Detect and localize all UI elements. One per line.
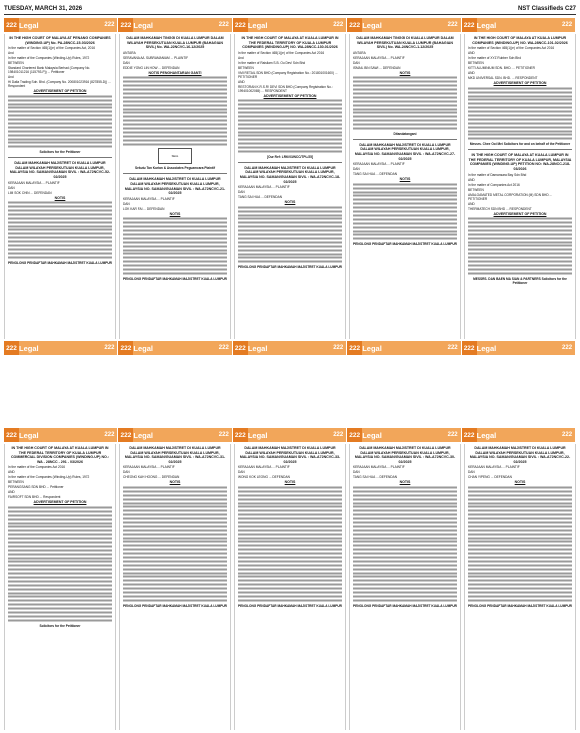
legal-category-tab xyxy=(233,18,347,32)
notice-body-text xyxy=(238,486,342,603)
notice-title: DALAM MAHKAMAH MAJISTRET DI KUALA LUMPUR DALAM WILAYAH PERSEKUTUAN KUALA LUMPUR, MALAYSIA NO. SAMAN/GUAMAN SIVIL : WA-A72NCVC-21-02/2025 xyxy=(124,177,226,196)
notice-body-text xyxy=(8,95,112,149)
notice-party: ANTARA xyxy=(123,50,136,55)
category-label: Legal 222 xyxy=(133,18,231,32)
category-label: Legal 222 xyxy=(19,428,117,442)
notice-heading: NOTIS xyxy=(284,200,296,205)
legal-category-tab xyxy=(4,18,118,32)
notice-party: TANG SAI HUA ... DEFENDAN xyxy=(238,195,283,200)
notice-party: KITTI ALUMINIUM SDN. BHD. ... PETITIONER xyxy=(468,66,535,71)
notice-column xyxy=(234,444,346,730)
legal-notice xyxy=(353,446,457,611)
notice-party: KERAJAAN MALAYSIA ... PLAINTIF xyxy=(468,465,520,470)
category-label: Legal 222 xyxy=(19,341,117,355)
section-band-middle xyxy=(4,341,576,355)
category-number: 222 xyxy=(233,18,248,32)
category-number: 222 xyxy=(4,341,19,355)
notice-signature: Sekutu Tan Kurian & Associates Peguamcara Plaintif xyxy=(134,166,216,171)
category-label: Legal 222 xyxy=(248,428,346,442)
category-number: 222 xyxy=(347,428,362,442)
notice-body-text xyxy=(123,76,227,146)
notice-party: DAN xyxy=(353,470,360,475)
category-label: Legal 222 xyxy=(477,428,575,442)
notice-body-text xyxy=(8,201,112,259)
notice-heading: NOTIS xyxy=(54,195,66,200)
notice-party: In the matter of Section 465(1)(e) of the Companies Act, 2016 xyxy=(8,46,95,51)
legal-category-tab xyxy=(4,428,118,442)
notice-party: PERANGSANG SDN BHD ... Petitioner xyxy=(8,485,64,490)
legal-category-tab xyxy=(4,341,118,355)
legal-category-tab xyxy=(347,428,461,442)
section-band-bottom xyxy=(4,428,576,442)
notice-heading: NOTIS PENGHANTARAN GANTI xyxy=(148,70,202,75)
notice-signature: [Our Ref: LRK/03/NCC/TPL/25] xyxy=(267,154,313,159)
notice-title: DALAM MAHKAMAH TINGGI DI KUALA LUMPUR DALAM WILAYAH PERSEKUTUAN KUALA LUMPUR (BAHAGIAN SIVIL) No. WA-22NCVC-16-12/2025 xyxy=(126,36,224,50)
notice-signature: Solicitors for the Petitioner xyxy=(39,150,81,155)
notice-title: IN THE HIGH COURT OF MALAYA AT PENANG COMPANIES (WINDING-UP) No. PA-28NCC-15-03/2026 xyxy=(9,36,111,45)
notice-heading: ADVERTISEMENT OF PETITION xyxy=(33,89,87,94)
category-number: 222 xyxy=(4,428,19,442)
notice-title: DALAM MAHKAMAH MAJISTRET DI KUALA LUMPUR DALAM WILAYAH PERSEKUTUAN KUALA LUMPUR, MALAYSIA NO. SAMAN/GUAMAN SIVIL : WA-A72NCVC-27-02/2025 xyxy=(354,142,456,161)
notice-party: BETWEEN xyxy=(468,187,484,192)
notice-signature: PENOLONG PENDAFTAR MAHKAMAH MAJISTRET KUALA LUMPUR xyxy=(8,260,112,265)
legal-category-tab xyxy=(118,18,232,32)
notice-party: KERAJAAN MALAYSIA ... PLAINTIF xyxy=(353,55,405,60)
legal-notice xyxy=(123,177,227,283)
legal-notice xyxy=(8,161,112,267)
notice-party: AND xyxy=(8,490,15,495)
notice-column xyxy=(119,444,231,730)
masthead-paper: NST Classifieds C27 xyxy=(517,5,576,12)
notice-party: BETWEEN xyxy=(238,65,254,70)
notice-column xyxy=(349,34,461,339)
notice-title: IN THE HIGH COURT OF MALAYA AT KUALA LUMPUR IN THE FEDERAL TERRITORY OF KUALA LUMPUR, MALAYSIA COMPANIES (WINDING-UP) PETITION NO: WA-28NCC-218-03/2026 xyxy=(468,153,572,172)
notice-body-text xyxy=(353,486,457,603)
category-number: 222 xyxy=(462,428,477,442)
notice-heading: ADVERTISEMENT OF PETITION xyxy=(493,81,547,86)
notice-party: DAN xyxy=(123,470,130,475)
notice-party: RESTORAN K.R.S.R! DEVI SDN BHD (Company Registration No.: 199401002065) ... RESPONDENT xyxy=(238,84,333,93)
notice-party: AND xyxy=(8,470,15,475)
legal-notice xyxy=(238,446,342,611)
category-label: Legal 222 xyxy=(362,428,460,442)
notice-party: KERAJAAN MALAYSIA ... PLAINTIF xyxy=(353,162,405,167)
notice-party: TANG SAI HUA ... DEFENDAN xyxy=(353,172,398,177)
notice-column xyxy=(119,34,231,339)
notice-party: AND xyxy=(468,51,475,56)
notice-party: In the matter of Damansara Bay Sdn Bhd xyxy=(468,172,527,177)
notice-party: In the matter of the Companies (Winding-Up) Rules, 1972 xyxy=(8,56,90,61)
notice-party: In the matter of Section 465(1)(e) of the Companies Act 2016 xyxy=(468,46,555,51)
legal-notice xyxy=(468,153,572,287)
notice-heading: ADVERTISEMENT OF PETITION xyxy=(33,500,87,505)
notice-heading: NOTIS xyxy=(399,70,411,75)
notice-body-text xyxy=(468,87,572,141)
notice-heading: NOTIS xyxy=(169,480,181,485)
notice-party: BETWEEN xyxy=(468,61,484,66)
notice-column xyxy=(349,444,461,730)
category-number: 222 xyxy=(462,18,477,32)
section-band-top xyxy=(4,18,576,32)
notice-party: And xyxy=(8,75,14,80)
notice-body-text xyxy=(468,486,572,603)
notice-title: DALAM MAHKAMAH MAJISTRET DI KUALA LUMPUR DALAM WILAYAH PERSEKUTUAN KUALA LUMPUR, MALAYSIA NO. SAMAN/GUAMAN SIVIL : WA-A72NCVC-52-02/2025 xyxy=(9,161,111,180)
notice-party: AND xyxy=(468,71,475,76)
legal-category-tab xyxy=(233,428,347,442)
notice-party: ANTARA xyxy=(353,50,366,55)
notice-title: DALAM MAHKAMAH MAJISTRET DI KUALA LUMPUR DALAM WILAYAH PERSEKUTUAN KUALA LUMPUR, MALAYSIA NO. SAMAN/GUAMAN SIVIL : WA-A72NCVC-22-02/2025 xyxy=(469,446,571,464)
notice-signature: Ditandatangani xyxy=(393,131,417,136)
notice-party: DAN xyxy=(8,185,15,190)
notice-title: DALAM MAHKAMAH MAJISTRET DI KUALA LUMPUR DALAM WILAYAH PERSEKUTUAN KUALA LUMPUR, MALAYSIA NO. SAMAN/GUAMAN SIVIL : WA-A72NCVC-18-02/2025 xyxy=(239,165,341,184)
notice-party: LIM SOK CHIN ... DEFENDAN xyxy=(8,190,52,195)
notice-row-1 xyxy=(4,34,576,339)
notice-heading: ADVERTISEMENT OF PETITION xyxy=(263,93,317,98)
notice-party: KERAJAAN MALAYSIA ... PLAINTIF xyxy=(123,196,175,201)
category-number: 222 xyxy=(347,18,362,32)
category-number: 222 xyxy=(118,341,133,355)
notice-title: DALAM MAHKAMAH MAJISTRET DI KUALA LUMPUR DALAM WILAYAH PERSEKUTUAN KUALA LUMPUR, MALAYSIA NO. SAMAN/GUAMAN SIVIL : WA-A72NCVC-30-02/2025 xyxy=(354,446,456,464)
notice-signature: Messrs. Chee Ooi Mei Solicitors for and on behalf of the Petitioner xyxy=(469,142,571,147)
category-label: Legal 222 xyxy=(19,18,117,32)
notice-party: AND xyxy=(468,177,475,182)
legal-category-tab xyxy=(347,341,461,355)
notice-party: And xyxy=(8,51,14,56)
notice-body-text xyxy=(123,486,227,603)
category-number: 222 xyxy=(462,341,477,355)
notice-signature: Solicitors for the Petitioner xyxy=(39,623,81,628)
notice-party: BETWEEN xyxy=(8,61,24,66)
notice-party: KERAJAAN MALAYSIA ... PLAINTIF xyxy=(123,465,175,470)
notice-party: FAIRSOFT SDN BHD ... Respondent xyxy=(8,495,61,500)
notice-party: ISMAIL BIN SAWI ... DEFENDAN xyxy=(353,65,401,70)
notice-title: DALAM MAHKAMAH TINGGI DI KUALA LUMPUR DALAM WILAYAH PERSEKUTUAN KUALA LUMPUR (BAHAGIAN SIVIL) No. WA-24NCVC-1-12/2025 xyxy=(356,36,454,50)
notice-party: And xyxy=(238,55,244,60)
legal-notice xyxy=(468,36,572,150)
legal-category-tab xyxy=(233,341,347,355)
notice-party: THERMATECH SDN BHD ... RESPONDENT xyxy=(468,206,532,211)
notice-party: In the matter of XYZ Rubber Sdn Bhd xyxy=(468,56,521,61)
legal-notice xyxy=(238,166,342,272)
category-label: Legal 222 xyxy=(248,18,346,32)
notice-title: IN THE HIGH COURT OF MALAYA AT KUALA LUMPUR IN THE FEDERAL TERRITORY OF KUALA LUMPUR COMPANIES (WINDING-UP) NO. WA-28NCC-130-01/2026 xyxy=(241,36,339,50)
notice-signature: PENOLONG PENDAFTAR MAHKAMAH MAJISTRET KUALA LUMPUR xyxy=(468,603,572,608)
notice-party: DAN xyxy=(123,60,130,65)
legal-notice xyxy=(353,143,457,249)
notice-party: BETWEEN xyxy=(8,480,24,485)
legal-notice xyxy=(123,446,227,611)
notice-party: DAN xyxy=(238,470,245,475)
masthead-date: TUESDAY, MARCH 31, 2026 xyxy=(4,5,83,12)
notice-body-text xyxy=(238,206,342,264)
notice-party: In the matter of Companies Act 2016 xyxy=(468,182,520,187)
firm-stamp-icon: SEAL xyxy=(158,148,192,164)
notice-party: CHEONG KAH HOONG ... DEFENDAN xyxy=(123,475,180,480)
notice-row-3 xyxy=(4,444,576,730)
notice-heading: ADVERTISEMENT OF PETITION xyxy=(493,211,547,216)
notice-party: Hi Dalia Trading Sdn. Bhd. (Company No. 200801023916 (827855-D)) ... Respondent xyxy=(8,80,111,89)
notice-party: In the matter of the Companies Act 2016 xyxy=(8,465,66,470)
notice-body-text xyxy=(123,217,227,275)
notice-column xyxy=(464,34,576,339)
notice-body-text xyxy=(353,76,457,130)
legal-notice xyxy=(353,36,457,140)
notice-party: DAN xyxy=(238,190,245,195)
masthead xyxy=(4,3,576,15)
notice-party: KERAJAAN MALAYSIA ... PLAINTIF xyxy=(238,185,290,190)
notice-party: AND xyxy=(238,79,245,84)
notice-party: KERAJAAN MALAYSIA ... PLAINTIF xyxy=(8,180,60,185)
category-label: Legal 222 xyxy=(362,341,460,355)
notice-party: Standard Chartered Bank Malaysia Berhad (Company No. 198401011216 (115793-P)) ... Petitioner xyxy=(8,66,91,75)
category-number: 222 xyxy=(118,18,133,32)
legal-category-tab xyxy=(118,428,232,442)
notice-signature: MESSRS. DAN BAEN MA SIAN & PARTNERS Solicitors for the Petitioner xyxy=(473,276,567,285)
notice-heading: NOTIS xyxy=(284,480,296,485)
category-label: Legal 222 xyxy=(477,341,575,355)
notice-title: DALAM MAHKAMAH MAJISTRET DI KUALA LUMPUR DALAM WILAYAH PERSEKUTUAN KUALA LUMPUR, MALAYSIA NO. SAMAN/GUAMAN SIVIL : WA-A72NCVC-31-02/2025 xyxy=(124,446,226,464)
category-label: Legal 222 xyxy=(133,341,231,355)
legal-notice xyxy=(8,36,112,158)
notice-signature: PENOLONG PENDAFTAR MAHKAMAH MAJISTRET KUALA LUMPUR xyxy=(353,603,457,608)
notice-party: VMI RETAIL SDN BHD (Company Registration No.: 201801001600) ... PETITIONER xyxy=(238,70,338,79)
legal-category-tab xyxy=(462,18,576,32)
category-label: Legal 222 xyxy=(477,18,575,32)
notice-party: DAN xyxy=(468,470,475,475)
notice-party: SERAVANA A/L SUBRAMANIAM ... PLAINTIF xyxy=(123,55,189,60)
notice-body-text xyxy=(353,183,457,241)
notice-party: WONG KOK LEONG ... DEFENDAN xyxy=(238,475,290,480)
notice-signature: PENOLONG PENDAFTAR MAHKAMAH MAJISTRET KUALA LUMPUR xyxy=(123,276,227,281)
notice-body-text xyxy=(238,99,342,153)
notice-heading: NOTIS xyxy=(169,211,181,216)
notice-title: IN THE HIGH COURT OF MALAYA AT KUALA LUMPUR IN THE FEDERAL TERRITORY OF KUALA LUMPUR COMMERCIAL DIVISION COMPANIES (WINDING-UP) NO.: WA - 28NCC - 291 - 03/2026 xyxy=(10,446,110,464)
notice-party: AND xyxy=(468,201,475,206)
notice-party: DAN xyxy=(353,167,360,172)
notice-party: MKD UNIVERSAL SDN. BHD. ... RESPONDENT xyxy=(468,76,538,81)
notice-party: TANG SAI HUA ... DEFENDAN xyxy=(353,475,398,480)
notice-party: EDDIE YONG LIN HOW ... DEFENDAN xyxy=(123,65,180,70)
notice-body-text xyxy=(8,506,112,623)
notice-heading: NOTIS xyxy=(399,480,411,485)
category-number: 222 xyxy=(233,428,248,442)
legal-category-tab xyxy=(118,341,232,355)
notice-party: In the matter of Raisilam S.B. Ou Dev! Sdn Bhd xyxy=(238,60,306,65)
notice-party: DAN xyxy=(123,201,130,206)
notice-party: CHAN YIPENG ... DEFENDAN xyxy=(468,475,512,480)
notice-title: DALAM MAHKAMAH MAJISTRET DI KUALA LUMPUR DALAM WILAYAH PERSEKUTUAN KUALA LUMPUR, MALAYSIA NO. SAMAN/GUAMAN SIVIL : WA-A72NCVC-33-02/2025 xyxy=(239,446,341,464)
category-number: 222 xyxy=(4,18,19,32)
notice-party: DAN xyxy=(353,60,360,65)
category-label: Legal 222 xyxy=(248,341,346,355)
notice-party: LOK KAR FAI ... DEFENDAN xyxy=(123,206,165,211)
category-label: Legal 222 xyxy=(362,18,460,32)
category-label: Legal 222 xyxy=(133,428,231,442)
notice-column xyxy=(4,444,116,730)
category-number: 222 xyxy=(233,341,248,355)
legal-category-tab xyxy=(462,428,576,442)
legal-notice xyxy=(468,446,572,611)
legal-notice xyxy=(8,446,112,631)
notice-heading: NOTIS xyxy=(514,480,526,485)
notice-column xyxy=(464,444,576,730)
notice-signature: PENOLONG PENDAFTAR MAHKAMAH MAJISTRET KUALA LUMPUR xyxy=(123,603,227,608)
notice-party: In the matter of the Companies (Winding-Up) Rules, 1972 xyxy=(8,475,90,480)
notice-signature: PENOLONG PENDAFTAR MAHKAMAH MAJISTRET KUALA LUMPUR xyxy=(353,242,457,247)
notice-signature: PENOLONG PENDAFTAR MAHKAMAH MAJISTRET KUALA LUMPUR xyxy=(238,265,342,270)
notice-party: KERAJAAN MALAYSIA ... PLAINTIF xyxy=(238,465,290,470)
legal-category-tab xyxy=(347,18,461,32)
legal-notice xyxy=(123,36,227,174)
notice-party: KERAJAAN MALAYSIA ... PLAINTIF xyxy=(353,465,405,470)
notice-signature: PENOLONG PENDAFTAR MAHKAMAH MAJISTRET KUALA LUMPUR xyxy=(238,603,342,608)
category-number: 222 xyxy=(347,341,362,355)
notice-body-text xyxy=(468,217,572,275)
category-number: 222 xyxy=(118,428,133,442)
notice-heading: NOTIS xyxy=(399,177,411,182)
notice-title: IN THE HIGH COURT OF MALAYA AT KUALA LUMPUR COMPANIES (WINDING-UP) NO. WA-28NCC-101-02/2026 xyxy=(472,36,568,45)
legal-category-tab xyxy=(462,341,576,355)
notice-party: AMALGAMATED METAL CORPORATION (M) SDN BHD ... PETITIONER xyxy=(468,192,553,201)
notice-party: In the matter of Section 465(1)(e) of the Companies Act 2016 xyxy=(238,50,325,55)
notice-column xyxy=(4,34,116,339)
notice-column xyxy=(234,34,346,339)
legal-notice xyxy=(238,36,342,163)
